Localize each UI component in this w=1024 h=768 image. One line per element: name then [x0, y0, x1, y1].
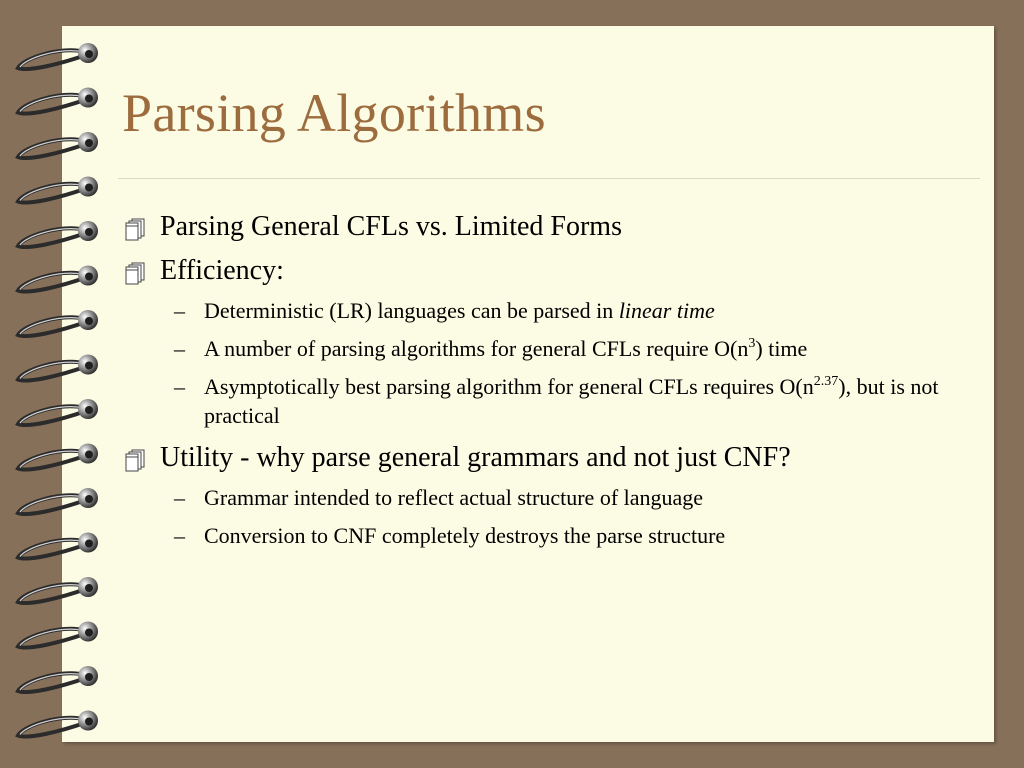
binding-ring — [18, 43, 98, 69]
binding-ring — [18, 399, 98, 425]
emphasis-text: linear time — [618, 298, 715, 323]
binding-ring — [18, 221, 98, 247]
sub-bullet-cubic — [122, 334, 972, 363]
bullet-utility — [122, 439, 972, 477]
sub-bullet-grammar — [122, 483, 972, 512]
binding-ring — [18, 310, 98, 336]
binding-ring — [18, 666, 98, 692]
binding-ring — [18, 355, 98, 381]
sub-bullet-text: Conversion to CNF completely destroys the parse structure — [204, 523, 726, 548]
dash-marker: – — [174, 523, 185, 548]
sub-bullet-text: Deterministic (LR) languages can be parsed in — [204, 298, 619, 323]
dash-marker: – — [174, 374, 185, 399]
bullet-efficiency — [122, 252, 972, 290]
notebook-pages-icon — [124, 217, 148, 241]
bullet-parsing-general — [122, 208, 972, 246]
sub-bullet-text: A number of parsing algorithms for general CFLs require O(n — [204, 336, 749, 361]
binding-ring — [18, 533, 98, 559]
binding-ring — [18, 444, 98, 470]
slide-body — [122, 208, 972, 559]
binding-ring — [18, 177, 98, 203]
binding-ring — [18, 88, 98, 114]
notebook-pages-icon — [124, 448, 148, 472]
sub-bullet-text: Asymptotically best parsing algorithm for general CFLs requires O(n — [204, 374, 814, 399]
bullet-text: Efficiency: — [160, 255, 284, 286]
sub-bullet-text: ), but is not practical — [204, 374, 939, 428]
binding-ring — [18, 488, 98, 514]
sub-bullet-asymptotic — [122, 372, 972, 430]
notebook-pages-icon — [124, 261, 148, 285]
bullet-text: Parsing General CFLs vs. Limited Forms — [160, 211, 622, 242]
binding-ring — [18, 266, 98, 292]
dash-marker: – — [174, 485, 185, 510]
spiral-binding — [0, 0, 110, 768]
exponent: 3 — [748, 335, 756, 351]
spiral-rings — [18, 43, 98, 737]
binding-ring — [18, 622, 98, 648]
sub-bullet-deterministic — [122, 296, 972, 325]
binding-ring — [18, 577, 98, 603]
dash-marker: – — [174, 336, 185, 361]
sub-bullet-text: ) time — [755, 336, 808, 361]
bullet-text: Utility - why parse general grammars and not just CNF? — [160, 442, 791, 473]
binding-ring — [18, 132, 98, 158]
dash-marker: – — [174, 298, 185, 323]
title-divider — [118, 178, 980, 179]
sub-bullet-text: Grammar intended to reflect actual structure of language — [204, 485, 704, 510]
exponent: 2.37 — [813, 373, 839, 389]
binding-ring — [18, 711, 98, 737]
sub-bullet-conversion — [122, 521, 972, 550]
slide-title: Parsing Algorithms — [122, 83, 546, 143]
